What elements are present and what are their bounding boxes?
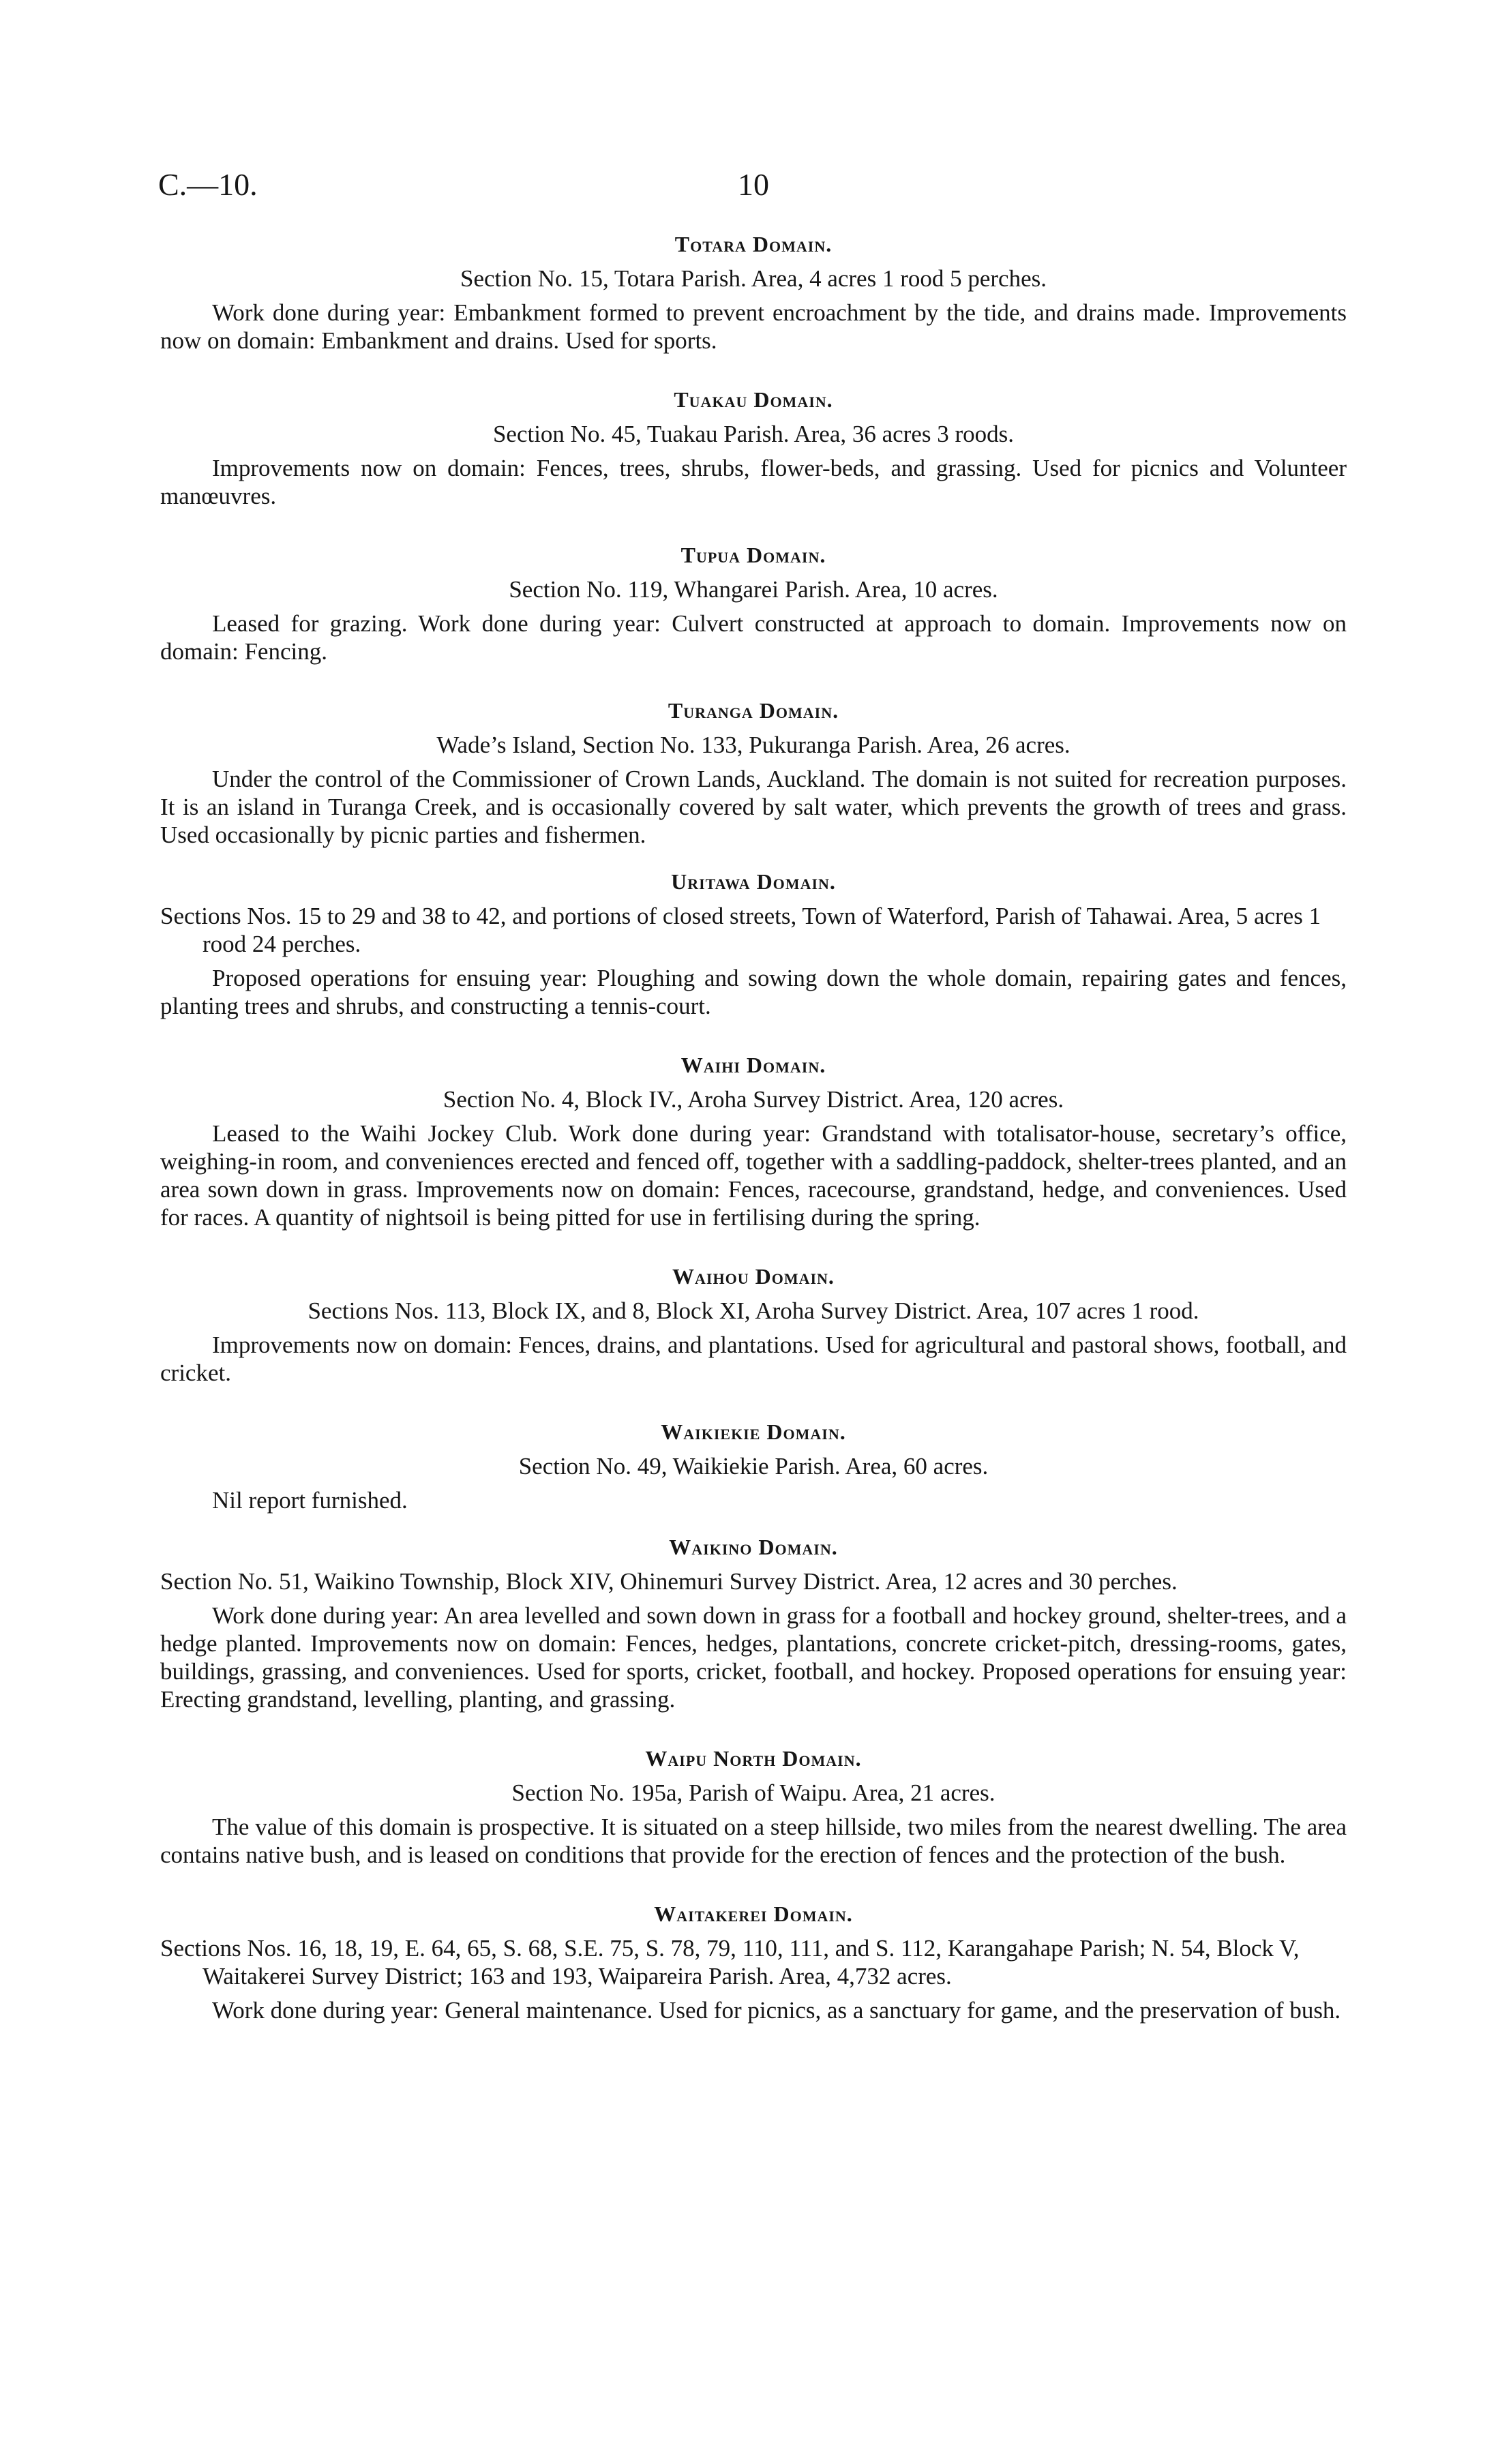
section-heading: Tuakau Domain. [674,387,833,412]
section-paragraph: Improvements now on domain: Fences, trees, shrubs, flower-beds, and grassing. Used for picnics and Volunteer manœuvres. [160,455,1347,509]
section-waipu-north [160,1745,1347,1869]
section-location: Wade’s Island, Section No. 133, Pukuranga Parish. Area, 26 acres. [436,732,1070,758]
section-location: Section No. 4, Block IV., Aroha Survey District. Area, 120 acres. [443,1086,1064,1113]
section-heading: Waihou Domain. [672,1264,835,1289]
section-waitakerei [160,1900,1347,2024]
section-location: Sections Nos. 16, 18, 19, E. 64, 65, S. 68, S.E. 75, S. 78, 79, 110, 111, and S. 112, Karangahape Parish; N. 54, Block V, Waitakerei Survey District; 163 and 193, Waipareira Parish. Area, 4,732 acres. [160,1935,1300,1989]
section-totara [160,230,1347,355]
section-heading: Waihi Domain. [680,1053,826,1077]
section-location: Section No. 119, Whangarei Parish. Area, 10 acres. [509,576,998,603]
section-paragraph: The value of this domain is prospective. It is situated on a steep hillside, two miles from the nearest dwelling. The area contains native bush, and is leased on conditions that provide for the erection of fences and the protection of the bush. [160,1814,1347,1868]
section-location: Section No. 51, Waikino Township, Block XIV, Ohinemuri Survey District. Area, 12 acres and 30 perches. [160,1568,1178,1595]
section-location: Section No. 45, Tuakau Parish. Area, 36 acres 3 roods. [492,421,1015,447]
section-paragraph: Leased for grazing. Work done during year: Culvert constructed at approach to domain. Improvements now on domain: Fencing. [160,610,1347,665]
section-heading: Uritawa Domain. [671,869,836,894]
section-paragraph: Under the control of the Commissioner of Crown Lands, Auckland. The domain is not suited for recreation purposes. It is an island in Turanga Creek, and is occasionally covered by salt water, which prevents the growth of trees and grass. Used occasionally by picnic parties and fishermen. [160,766,1347,848]
section-waikino [160,1533,1347,1713]
section-paragraph: Work done during year: General maintenance. Used for picnics, as a sanctuary for game, and the preservation of bush. [212,1997,1341,2024]
section-waihou [160,1263,1347,1387]
section-location: Section No. 49, Waikiekie Parish. Area, 60 acres. [518,1453,989,1479]
section-location: Section No. 195a, Parish of Waipu. Area, 21 acres. [511,1779,995,1806]
document-code: C.—10. [158,167,258,202]
section-paragraph: Proposed operations for ensuing year: Ploughing and sowing down the whole domain, repairing gates and fences, planting trees and shrubs, and constructing a tennis-court. [160,965,1347,1019]
section-paragraph: Improvements now on domain: Fences, drains, and plantations. Used for agricultural and pastoral shows, football, and cricket. [160,1332,1347,1386]
report-body [160,230,1347,2028]
section-paragraph: Nil report furnished. [212,1487,408,1514]
section-paragraph: Work done during year: Embankment formed to prevent encroachment by the tide, and drains made. Improvements now on domain: Embankment and drains. Used for sports. [160,299,1347,354]
section-heading: Waikino Domain. [669,1535,838,1559]
section-location: Section No. 15, Totara Parish. Area, 4 acres 1 rood 5 perches. [460,265,1047,292]
section-paragraph: Work done during year: An area levelled and sown down in grass for a football and hockey ground, shelter-trees, and a hedge planted. Improvements now on domain: Fences, hedges, plantations, concrete cricket-pitch, dressing-rooms, gates, buildings, grassing, and conveniences. Used for sports, cricket, football, and hockey. Proposed operations for ensuing year: Erecting grandstand, levelling, planting, and grassing. [160,1602,1347,1713]
section-turanga [160,697,1347,849]
page-number: 10 [738,167,769,202]
section-uritawa [160,868,1347,1020]
section-heading: Waipu North Domain. [645,1746,862,1771]
section-tupua [160,541,1347,665]
section-waihi [160,1051,1347,1231]
section-heading: Tupua Domain. [680,543,826,567]
section-heading: Turanga Domain. [668,698,839,723]
section-heading: Totara Domain. [674,232,833,256]
section-heading: Waitakerei Domain. [654,1902,853,1926]
section-tuakau [160,386,1347,510]
section-waikiekie [160,1418,1347,1514]
section-heading: Waikiekie Domain. [661,1419,846,1444]
section-paragraph: Leased to the Waihi Jockey Club. Work done during year: Grandstand with totalisator-house, secretary’s office, weighing-in room, and conveniences erected and fenced off, together with a saddling-paddock, shelter-trees planted, and an area sown down in grass. Improvements now on domain: Fences, racecourse, grandstand, hedge, and conveniences. Used for races. A quantity of nightsoil is being pitted for use in fertilising during the spring. [160,1120,1347,1231]
section-location: Sections Nos. 15 to 29 and 38 to 42, and portions of closed streets, Town of Waterford, Parish of Tahawai. Area, 5 acres 1 rood 24 perches. [160,903,1321,957]
section-location: Sections Nos. 113, Block IX, and 8, Block XI, Aroha Survey District. Area, 107 acres 1 rood. [308,1297,1199,1324]
